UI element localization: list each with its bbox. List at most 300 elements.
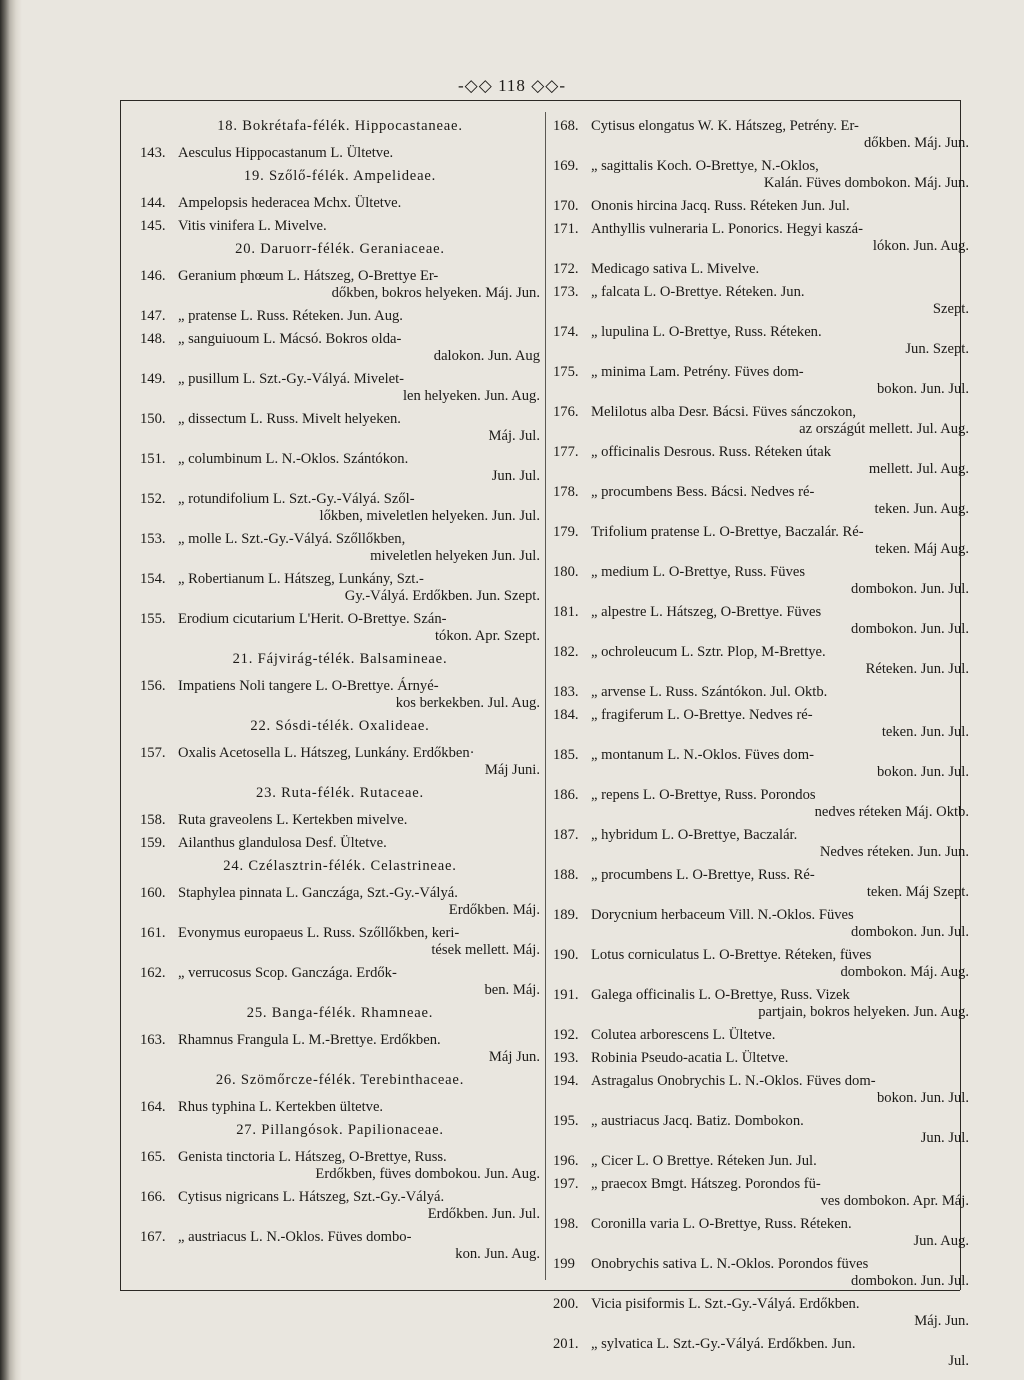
entry-continuation-line: ben. Máj.	[484, 982, 540, 998]
entry-continuation-line: lókon. Jun. Aug.	[872, 238, 969, 254]
entry-continuation-line: dombokon. Jun. Jul.	[851, 581, 969, 597]
species-entry	[140, 1229, 540, 1263]
entry-line: Aesculus Hippocastanum L. Ültetve.	[178, 145, 394, 161]
species-entry	[553, 324, 969, 358]
entry-line: „ molle L. Szt.-Gy.-Vályá. Szőllőkben,	[178, 531, 406, 547]
entry-text	[178, 835, 540, 852]
species-entry	[553, 787, 969, 821]
entry-continuation-line: ves dombokon. Apr. Máj.	[820, 1193, 969, 1209]
species-entry	[140, 371, 540, 405]
entry-line: Genista tinctoria L. Hátszeg, O-Brettye, Russ.	[178, 1149, 447, 1165]
entry-continuation-line: Máj. Jun.	[914, 1313, 969, 1329]
section-heading: 18. Bokrétafa-félék. Hippocastaneae.	[217, 118, 463, 134]
entry-number: 167.	[140, 1229, 166, 1245]
entry-continuation-line: az országút mellett. Jul. Aug.	[799, 421, 969, 437]
entry-continuation-line: dőkben. Máj. Jun.	[864, 135, 969, 151]
entry-text	[591, 404, 969, 438]
entry-continuation-line: Jun. Jul.	[491, 468, 540, 484]
entry-line: „ lupulina L. O-Brettye, Russ. Réteken.	[591, 324, 822, 340]
entry-line: Melilotus alba Desr. Bácsi. Füves sánczokon,	[591, 404, 857, 420]
species-entry	[140, 885, 540, 919]
entry-text	[178, 268, 540, 302]
entry-line: „ Robertianum L. Hátszeg, Lunkány, Szt.-	[178, 571, 424, 587]
entry-line: „ rotundifolium L. Szt.-Gy.-Vályá. Szől-	[178, 491, 415, 507]
species-entry	[553, 284, 969, 318]
entry-line: Cytisus elongatus W. K. Hátszeg, Petrény. Er-	[591, 118, 859, 134]
entry-line: Vicia pisiformis L. Szt.-Gy.-Vályá. Erdőkben.	[591, 1296, 860, 1312]
entry-number: 158.	[140, 812, 166, 828]
right-column	[553, 118, 969, 1376]
entry-continuation-line: teken. Máj Szept.	[866, 884, 969, 900]
species-entry	[553, 198, 969, 215]
species-entry	[140, 451, 540, 485]
entry-continuation-line: dalokon. Jun. Aug	[433, 348, 540, 364]
species-entry	[140, 195, 540, 212]
entry-number: 166.	[140, 1189, 166, 1205]
species-entry	[553, 484, 969, 518]
species-entry	[553, 444, 969, 478]
species-entry	[140, 1189, 540, 1223]
species-entry	[553, 1050, 969, 1067]
entry-number: 192.	[553, 1027, 579, 1043]
section-heading: 20. Daruorr-félék. Geraniaceae.	[235, 241, 445, 257]
entry-text	[178, 812, 540, 829]
entry-line: Coronilla varia L. O-Brettye, Russ. Réteken.	[591, 1216, 852, 1232]
entry-text	[591, 1176, 969, 1210]
entry-number: 144.	[140, 195, 166, 211]
entry-continuation-line: Máj Jun.	[488, 1049, 540, 1065]
entry-number: 173.	[553, 284, 579, 300]
entry-text	[591, 684, 969, 701]
entry-text	[178, 745, 540, 779]
entry-continuation-line: bokon. Jun. Jul.	[876, 381, 969, 397]
entry-line: „ montanum L. N.-Oklos. Füves dom-	[591, 747, 814, 763]
entry-continuation-line: kon. Jun. Aug.	[455, 1246, 540, 1262]
entry-number: 184.	[553, 707, 579, 723]
section-heading: 22. Sósdi-télék. Oxalideae.	[250, 718, 430, 734]
entry-line: Rhamnus Frangula L. M.-Brettye. Erdőkben.	[178, 1032, 441, 1048]
entry-text	[178, 1229, 540, 1263]
entry-text	[178, 925, 540, 959]
entry-text	[591, 947, 969, 981]
entry-number: 154.	[140, 571, 166, 587]
entry-line: Rhus typhina L. Kertekben ültetve.	[178, 1099, 384, 1115]
entry-continuation-line: Erdőkben. Máj.	[448, 902, 540, 918]
entry-number: 201.	[553, 1336, 579, 1352]
entry-number: 198.	[553, 1216, 579, 1232]
species-entry	[553, 827, 969, 861]
entry-text	[591, 1336, 969, 1370]
entry-continuation-line: Máj Juni.	[484, 762, 540, 778]
species-entry	[140, 571, 540, 605]
entry-text	[591, 1050, 969, 1067]
species-entry	[553, 987, 969, 1021]
entry-text	[591, 564, 969, 598]
entry-line: „ pratense L. Russ. Réteken. Jun. Aug.	[178, 308, 403, 324]
entry-number: 180.	[553, 564, 579, 580]
species-entry	[553, 564, 969, 598]
section-heading: 21. Fájvirág-télék. Balsamineae.	[232, 651, 448, 667]
entry-number: 156.	[140, 678, 166, 694]
section-heading: 23. Ruta-félék. Rutaceae.	[256, 785, 424, 801]
entry-continuation-line: partjain, bokros helyeken. Jun. Aug.	[758, 1004, 969, 1020]
entry-continuation-line: dombokon. Jun. Jul.	[851, 621, 969, 637]
entry-text	[178, 1149, 540, 1183]
entry-number: 193.	[553, 1050, 579, 1066]
entry-line: „ verrucosus Scop. Ganczága. Erdők-	[178, 965, 397, 981]
species-entry	[553, 1176, 969, 1210]
species-entry	[553, 644, 969, 678]
entry-number: 196.	[553, 1153, 579, 1169]
entry-text	[178, 195, 540, 212]
entry-line: Medicago sativa L. Mivelve.	[591, 261, 760, 277]
entry-number: 190.	[553, 947, 579, 963]
entry-line: „ repens L. O-Brettye, Russ. Porondos	[591, 787, 816, 803]
entry-continuation-line: Jun. Szept.	[905, 341, 969, 357]
entry-line: Geranium phœum L. Hátszeg, O-Brettye Er-	[178, 268, 439, 284]
species-entry	[140, 218, 540, 235]
entry-text	[178, 1189, 540, 1223]
entry-continuation-line: teken. Jun. Aug.	[874, 501, 969, 517]
entry-continuation-line: teken. Jun. Jul.	[881, 724, 969, 740]
species-entry	[140, 308, 540, 325]
entry-text	[591, 158, 969, 192]
species-entry	[140, 965, 540, 999]
species-entry	[553, 1256, 969, 1290]
entry-continuation-line: Jun. Aug.	[913, 1233, 969, 1249]
entry-number: 163.	[140, 1032, 166, 1048]
entry-continuation-line: tések mellett. Máj.	[431, 942, 540, 958]
species-entry	[553, 118, 969, 152]
species-entry	[553, 158, 969, 192]
entry-number: 176.	[553, 404, 579, 420]
entry-continuation-line: Kalán. Füves dombokon. Máj. Jun.	[763, 175, 969, 191]
entry-line: Staphylea pinnata L. Ganczága, Szt.-Gy.-Vályá.	[178, 885, 458, 901]
entry-text	[591, 987, 969, 1021]
top-rule	[120, 100, 960, 101]
entry-line: Onobrychis sativa L. N.-Oklos. Porondos füves	[591, 1256, 869, 1272]
species-entry	[140, 145, 540, 162]
entry-number: 147.	[140, 308, 166, 324]
entry-continuation-line: tókon. Apr. Szept.	[435, 628, 540, 644]
entry-continuation-line: Jul.	[948, 1353, 969, 1369]
entry-line: „ austriacus L. N.-Oklos. Füves dombo-	[178, 1229, 412, 1245]
species-entry	[140, 835, 540, 852]
entry-text	[591, 907, 969, 941]
entry-text	[591, 827, 969, 861]
section-heading: 27. Pillangósok. Papilionaceae.	[236, 1122, 444, 1138]
column-divider	[545, 112, 546, 1280]
entry-number: 194.	[553, 1073, 579, 1089]
entry-text	[178, 611, 540, 645]
entry-line: „ falcata L. O-Brettye. Réteken. Jun.	[591, 284, 805, 300]
entry-text	[178, 145, 540, 162]
entry-number: 153.	[140, 531, 166, 547]
entry-line: „ alpestre L. Hátszeg, O-Brettye. Füves	[591, 604, 822, 620]
entry-continuation-line: Nedves réteken. Jun. Jun.	[819, 844, 969, 860]
entry-line: „ columbinum L. N.-Oklos. Szántókon.	[178, 451, 409, 467]
entry-number: 160.	[140, 885, 166, 901]
entry-continuation-line: teken. Máj Aug.	[874, 541, 969, 557]
entry-text	[178, 571, 540, 605]
entry-continuation-line: dőkben, bokros helyeken. Máj. Jun.	[331, 285, 540, 301]
entry-number: 200.	[553, 1296, 579, 1312]
entry-line: Colutea arborescens L. Ültetve.	[591, 1027, 776, 1043]
entry-line: Ampelopsis hederacea Mchx. Ültetve.	[178, 195, 402, 211]
entry-number: 164.	[140, 1099, 166, 1115]
entry-number: 189.	[553, 907, 579, 923]
entry-continuation-line: dombokon. Jun. Jul.	[851, 1273, 969, 1289]
entry-text	[591, 1256, 969, 1290]
entry-line: „ procumbens Bess. Bácsi. Nedves ré-	[591, 484, 815, 500]
entry-number: 182.	[553, 644, 579, 660]
entry-number: 179.	[553, 524, 579, 540]
entry-line: „ pusillum L. Szt.-Gy.-Vályá. Mivelet-	[178, 371, 405, 387]
entry-number: 199	[553, 1256, 575, 1272]
entry-text	[591, 444, 969, 478]
entry-number: 195.	[553, 1113, 579, 1129]
entry-line: „ arvense L. Russ. Szántókon. Jul. Oktb.	[591, 684, 828, 700]
entry-text	[591, 787, 969, 821]
entry-text	[178, 885, 540, 919]
species-entry	[553, 524, 969, 558]
species-entry	[140, 268, 540, 302]
entry-text	[178, 1099, 540, 1116]
species-entry	[553, 1027, 969, 1044]
species-entry	[553, 707, 969, 741]
section-heading: 26. Szömőrcze-félék. Terebinthaceae.	[215, 1072, 465, 1088]
entry-line: „ fragiferum L. O-Brettye. Nedves ré-	[591, 707, 813, 723]
species-entry	[553, 261, 969, 278]
entry-line: Anthyllis vulneraria L. Ponorics. Hegyi kaszá-	[591, 221, 863, 237]
entry-text	[591, 1073, 969, 1107]
entry-continuation-line: Gy.-Vályá. Erdőkben. Jun. Szept.	[344, 588, 540, 604]
entry-continuation-line: Erdőkben, füves dombokou. Jun. Aug.	[315, 1166, 540, 1182]
entry-line: Astragalus Onobrychis L. N.-Oklos. Füves dom-	[591, 1073, 876, 1089]
entry-number: 177.	[553, 444, 579, 460]
entry-text	[591, 1296, 969, 1330]
entry-text	[178, 411, 540, 445]
page-number-ornament-right: ◇◇-	[531, 76, 566, 95]
species-entry	[553, 907, 969, 941]
entry-line: „ dissectum L. Russ. Mivelt helyeken.	[178, 411, 401, 427]
entry-number: 161.	[140, 925, 166, 941]
left-frame-rule	[120, 100, 121, 1290]
species-entry	[553, 364, 969, 398]
entry-line: Impatiens Noli tangere L. O-Brettye. Árnyé-	[178, 678, 439, 694]
species-entry	[553, 1296, 969, 1330]
entry-continuation-line: Erdőkben. Jun. Jul.	[427, 1206, 540, 1222]
entry-text	[178, 1032, 540, 1066]
entry-continuation-line: Máj. Jul.	[488, 428, 540, 444]
entry-line: Cytisus nigricans L. Hátszeg, Szt.-Gy.-Vályá.	[178, 1189, 445, 1205]
entry-number: 175.	[553, 364, 579, 380]
species-entry	[140, 531, 540, 565]
entry-text	[178, 678, 540, 712]
entry-text	[591, 324, 969, 358]
entry-line: „ sylvatica L. Szt.-Gy.-Vályá. Erdőkben. Jun.	[591, 1336, 856, 1352]
section-heading: 19. Szőlő-félék. Ampelideae.	[243, 168, 437, 184]
species-entry	[140, 611, 540, 645]
entry-line: „ ochroleucum L. Sztr. Plop, M-Brettye.	[591, 644, 826, 660]
entry-text	[591, 867, 969, 901]
entry-text	[591, 484, 969, 518]
section-heading: 25. Banga-félék. Rhamneae.	[246, 1005, 434, 1021]
entry-line: Ruta graveolens L. Kertekben mivelve.	[178, 812, 408, 828]
entry-number: 171.	[553, 221, 579, 237]
entry-text	[591, 524, 969, 558]
entry-text	[591, 1027, 969, 1044]
entry-number: 191.	[553, 987, 579, 1003]
entry-text	[591, 1113, 969, 1147]
entry-number: 188.	[553, 867, 579, 883]
section-heading: 24. Czélasztrin-félék. Celastrineae.	[223, 858, 457, 874]
species-entry	[140, 1099, 540, 1116]
entry-text	[178, 218, 540, 235]
entry-line: Erodium cicutarium L'Herit. O-Brettye. Szán-	[178, 611, 447, 627]
entry-line: „ officinalis Desrous. Russ. Réteken útak	[591, 444, 832, 460]
entry-continuation-line: bokon. Jun. Jul.	[876, 1090, 969, 1106]
entry-number: 146.	[140, 268, 166, 284]
entry-line: „ sagittalis Koch. O-Brettye, N.-Oklos,	[591, 158, 819, 174]
species-entry	[140, 491, 540, 525]
entry-line: Lotus corniculatus L. O-Brettye. Réteken, füves	[591, 947, 872, 963]
entry-number: 186.	[553, 787, 579, 803]
species-entry	[553, 684, 969, 701]
species-entry	[553, 221, 969, 255]
entry-number: 148.	[140, 331, 166, 347]
left-column	[140, 118, 540, 1269]
entry-number: 178.	[553, 484, 579, 500]
entry-line: „ praecox Bmgt. Hátszeg. Porondos fü-	[591, 1176, 821, 1192]
entry-number: 151.	[140, 451, 166, 467]
entry-number: 157.	[140, 745, 166, 761]
entry-line: Vitis vinifera L. Mivelve.	[178, 218, 327, 234]
species-entry	[140, 331, 540, 365]
book-spine-shadow	[0, 0, 22, 1380]
species-entry	[140, 925, 540, 959]
page-number-value: 118	[498, 76, 526, 95]
entry-text	[591, 604, 969, 638]
entry-number: 152.	[140, 491, 166, 507]
species-entry	[140, 1032, 540, 1066]
entry-number: 149.	[140, 371, 166, 387]
entry-number: 165.	[140, 1149, 166, 1165]
entry-continuation-line: dombokon. Máj. Aug.	[840, 964, 969, 980]
species-entry	[140, 1149, 540, 1183]
entry-text	[178, 491, 540, 525]
entry-line: Evonymus europaeus L. Russ. Szőllőkben, keri-	[178, 925, 460, 941]
entry-continuation-line: kos berkekben. Jul. Aug.	[395, 695, 540, 711]
entry-continuation-line: len helyeken. Jun. Aug.	[403, 388, 540, 404]
entry-number: 162.	[140, 965, 166, 981]
species-entry	[553, 747, 969, 781]
entry-line: Oxalis Acetosella L. Hátszeg, Lunkány. Erdőkben·	[178, 745, 475, 761]
entry-line: Dorycnium herbaceum Vill. N.-Oklos. Füves	[591, 907, 854, 923]
entry-text	[591, 707, 969, 741]
species-entry	[553, 404, 969, 438]
entry-text	[591, 1153, 969, 1170]
entry-continuation-line: mellett. Jul. Aug.	[868, 461, 969, 477]
entry-continuation-line: bokon. Jun. Jul.	[876, 764, 969, 780]
entry-line: Ailanthus glandulosa Desf. Ültetve.	[178, 835, 387, 851]
entry-text	[591, 1216, 969, 1250]
entry-number: 181.	[553, 604, 579, 620]
entry-number: 170.	[553, 198, 579, 214]
entry-text	[591, 644, 969, 678]
entry-text	[591, 261, 969, 278]
species-entry	[140, 678, 540, 712]
entry-text	[178, 308, 540, 325]
entry-text	[591, 284, 969, 318]
entry-continuation-line: Réteken. Jun. Jul.	[865, 661, 969, 677]
entry-line: Ononis hircina Jacq. Russ. Réteken Jun. Jul.	[591, 198, 850, 214]
entry-number: 169.	[553, 158, 579, 174]
page-number-ornament-left: -◇◇	[458, 76, 493, 95]
entry-number: 145.	[140, 218, 166, 234]
entry-number: 197.	[553, 1176, 579, 1192]
entry-continuation-line: lőkben, miveletlen helyeken. Jun. Jul.	[319, 508, 540, 524]
entry-continuation-line: nedves réteken Máj. Oktb.	[814, 804, 969, 820]
entry-text	[178, 531, 540, 565]
entry-number: 155.	[140, 611, 166, 627]
entry-line: „ sanguiuoum L. Mácsó. Bokros olda-	[178, 331, 402, 347]
entry-number: 150.	[140, 411, 166, 427]
species-entry	[553, 604, 969, 638]
species-entry	[553, 1216, 969, 1250]
entry-text	[178, 965, 540, 999]
entry-line: „ minima Lam. Petrény. Füves dom-	[591, 364, 804, 380]
entry-number: 159.	[140, 835, 166, 851]
entry-line: Trifolium pratense L. O-Brettye, Baczalár. Ré-	[591, 524, 864, 540]
entry-line: Robinia Pseudo-acatia L. Ültetve.	[591, 1050, 789, 1066]
entry-continuation-line: Szept.	[932, 301, 969, 317]
entry-text	[591, 221, 969, 255]
entry-text	[591, 364, 969, 398]
entry-text	[591, 118, 969, 152]
species-entry	[553, 1153, 969, 1170]
entry-number: 187.	[553, 827, 579, 843]
species-entry	[140, 812, 540, 829]
entry-number: 185.	[553, 747, 579, 763]
species-entry	[553, 947, 969, 981]
entry-continuation-line: Jun. Jul.	[920, 1130, 969, 1146]
entry-line: Galega officinalis L. O-Brettye, Russ. Vizek	[591, 987, 850, 1003]
entry-line: „ hybridum L. O-Brettye, Baczalár.	[591, 827, 798, 843]
species-entry	[553, 1113, 969, 1147]
entry-continuation-line: miveletlen helyeken Jun. Jul.	[370, 548, 540, 564]
entry-number: 143.	[140, 145, 166, 161]
entry-continuation-line: dombokon. Jun. Jul.	[851, 924, 969, 940]
entry-text	[178, 371, 540, 405]
species-entry	[553, 1336, 969, 1370]
species-entry	[140, 411, 540, 445]
entry-text	[591, 747, 969, 781]
entry-line: „ Cicer L. O Brettye. Réteken Jun. Jul.	[591, 1153, 817, 1169]
species-entry	[553, 1073, 969, 1107]
entry-text	[178, 331, 540, 365]
entry-number: 183.	[553, 684, 579, 700]
entry-number: 172.	[553, 261, 579, 277]
entry-text	[591, 198, 969, 215]
species-entry	[553, 867, 969, 901]
entry-number: 174.	[553, 324, 579, 340]
entry-text	[178, 451, 540, 485]
entry-number: 168.	[553, 118, 579, 134]
species-entry	[140, 745, 540, 779]
page-number	[0, 76, 1024, 96]
entry-line: „ austriacus Jacq. Batiz. Dombokon.	[591, 1113, 804, 1129]
